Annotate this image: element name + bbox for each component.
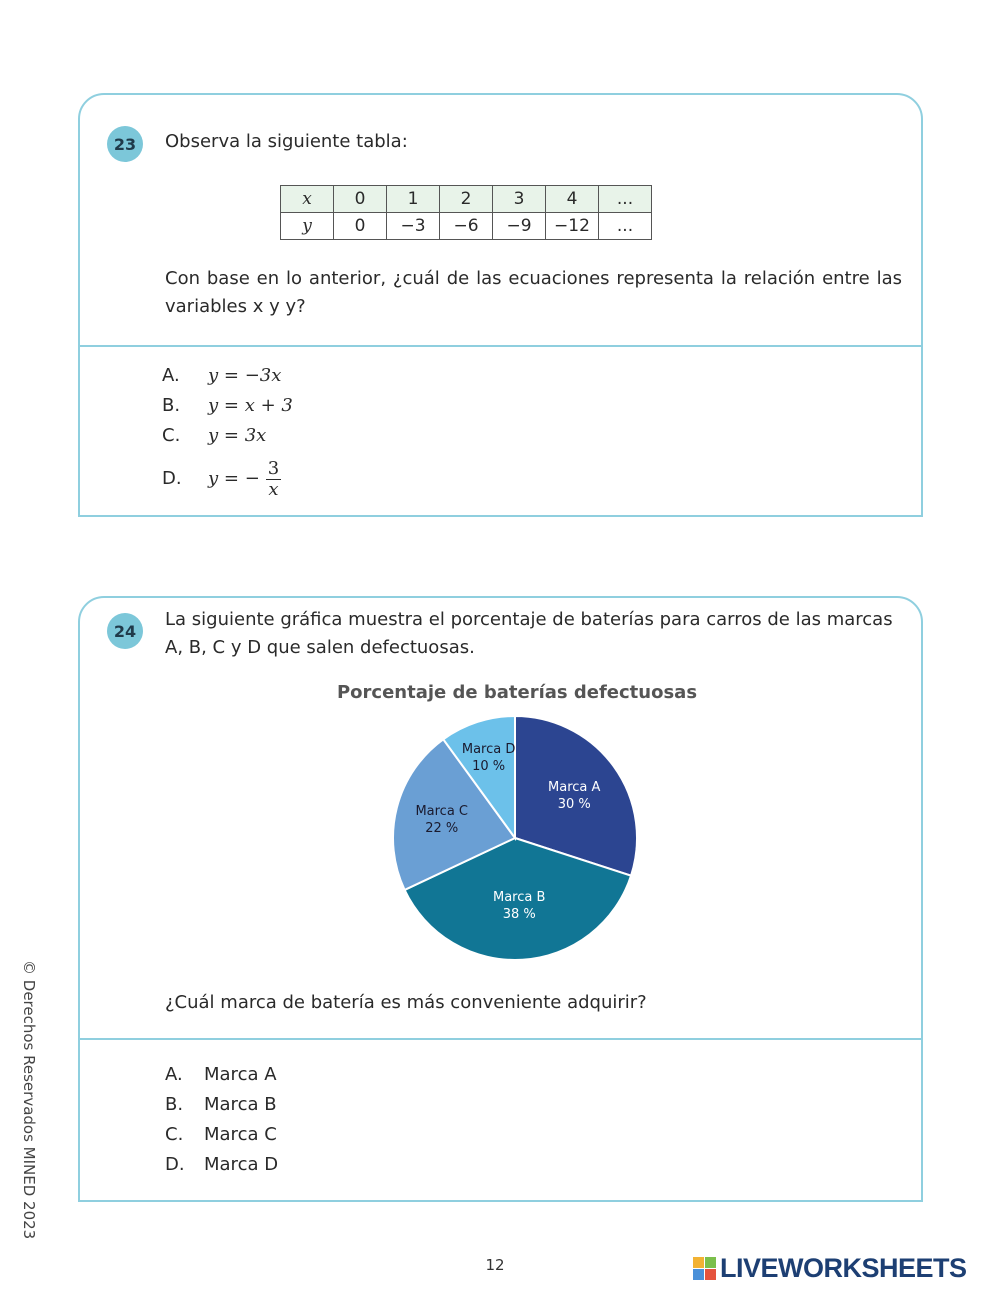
liveworksheets-logo[interactable] bbox=[693, 1253, 967, 1284]
copyright-text: © Derechos Reservados MINED 2023 bbox=[20, 960, 38, 1240]
option-letter: D. bbox=[162, 468, 182, 489]
option-label: Marca C bbox=[204, 1124, 277, 1145]
table-cell: 0 bbox=[334, 186, 387, 213]
pie-label-category: Marca D bbox=[461, 741, 516, 757]
question-number-badge: 23 bbox=[107, 126, 143, 162]
logo-square bbox=[705, 1269, 716, 1280]
option-equation: y = 3x bbox=[208, 425, 267, 446]
page-number: 12 bbox=[485, 1256, 505, 1274]
question-text: ¿Cuál marca de batería es más conveniente adquirir? bbox=[165, 992, 647, 1013]
table-row-x bbox=[281, 186, 652, 213]
option-letter: A. bbox=[162, 365, 180, 386]
xy-table bbox=[280, 185, 652, 240]
logo-icon bbox=[693, 1257, 716, 1280]
option-letter: B. bbox=[162, 395, 181, 416]
table-cell: −3 bbox=[387, 213, 440, 240]
option-label: Marca A bbox=[204, 1064, 277, 1085]
option-c[interactable] bbox=[165, 1121, 277, 1149]
option-letter: B. bbox=[165, 1094, 184, 1115]
option-letter: D. bbox=[165, 1154, 185, 1175]
pie-label-value: 22 % bbox=[425, 821, 459, 837]
fraction-numerator: 3 bbox=[267, 457, 280, 479]
question-23-card bbox=[78, 93, 923, 517]
option-equation: y = x + 3 bbox=[208, 395, 293, 416]
question-24-card bbox=[78, 596, 923, 1202]
table-cell: 3 bbox=[493, 186, 546, 213]
pie-label-category: Marca C bbox=[415, 804, 469, 820]
option-d[interactable] bbox=[165, 1151, 278, 1179]
chart-title: Porcentaje de baterías defectuosas bbox=[336, 682, 698, 703]
question-prompt: La siguiente gráfica muestra el porcentaje de baterías para carros de las marcas A, B, C y D que salen defectuosas. bbox=[165, 609, 893, 658]
pie-label-value: 38 % bbox=[502, 906, 536, 922]
table-cell: ... bbox=[599, 213, 652, 240]
option-b[interactable] bbox=[165, 1091, 277, 1119]
option-a[interactable] bbox=[162, 362, 281, 390]
pie-label-category: Marca A bbox=[548, 779, 601, 795]
option-equation: y = − bbox=[208, 468, 260, 489]
option-letter: C. bbox=[162, 425, 181, 446]
logo-text: LIVEWORKSHEETS bbox=[720, 1253, 967, 1283]
divider bbox=[80, 345, 921, 347]
table-cell: −12 bbox=[546, 213, 599, 240]
table-cell: 0 bbox=[334, 213, 387, 240]
table-cell: ... bbox=[599, 186, 652, 213]
pie-label-value: 10 % bbox=[472, 758, 506, 774]
table-cell: 2 bbox=[440, 186, 493, 213]
pie-label-value: 30 % bbox=[557, 796, 591, 812]
fraction bbox=[266, 459, 281, 500]
option-letter: C. bbox=[165, 1124, 184, 1145]
logo-square bbox=[705, 1257, 716, 1268]
question-prompt: Observa la siguiente tabla: bbox=[165, 131, 408, 152]
logo-square bbox=[693, 1269, 704, 1280]
option-label: Marca B bbox=[204, 1094, 277, 1115]
table-cell: x bbox=[281, 186, 334, 213]
table-cell: y bbox=[281, 213, 334, 240]
option-d[interactable] bbox=[162, 457, 281, 501]
option-a[interactable] bbox=[165, 1061, 277, 1089]
table-cell: 1 bbox=[387, 186, 440, 213]
table-cell: −9 bbox=[493, 213, 546, 240]
table-cell: −6 bbox=[440, 213, 493, 240]
option-c[interactable] bbox=[162, 422, 266, 450]
table-cell: 4 bbox=[546, 186, 599, 213]
option-letter: A. bbox=[165, 1064, 183, 1085]
pie-label-category: Marca B bbox=[493, 889, 546, 905]
logo-square bbox=[693, 1257, 704, 1268]
option-b[interactable] bbox=[162, 392, 293, 420]
option-label: Marca D bbox=[204, 1154, 279, 1175]
question-number-badge: 24 bbox=[107, 613, 143, 649]
option-equation: y = −3x bbox=[208, 365, 282, 386]
question-text: Con base en lo anterior, ¿cuál de las ecuaciones representa la relación entre las variables x y y? bbox=[165, 268, 902, 317]
fraction-denominator: x bbox=[268, 478, 279, 500]
table-row-y bbox=[281, 213, 652, 240]
divider bbox=[80, 1038, 921, 1040]
pie-chart bbox=[390, 712, 640, 964]
